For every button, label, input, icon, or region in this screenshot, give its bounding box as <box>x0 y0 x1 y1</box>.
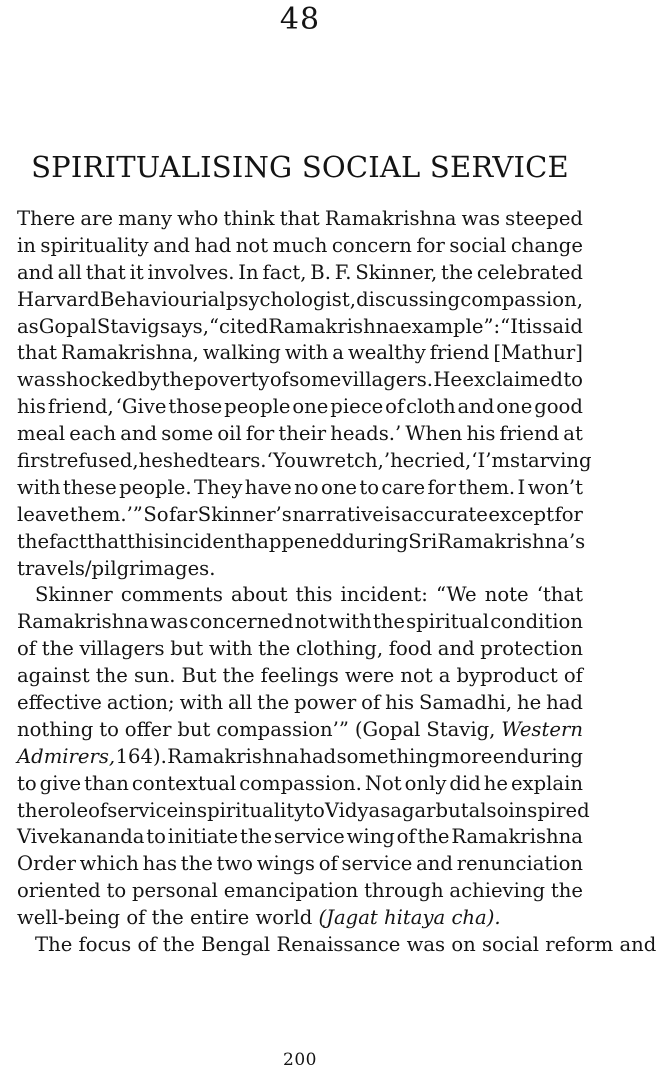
text-line: as Gopal Stavig says, “cited Ramakrishna example”: “It is said <box>17 314 583 338</box>
text-line: oriented to personal emancipation through achieving the <box>17 879 583 903</box>
text-line: in spirituality and had not much concern for social change <box>17 233 583 257</box>
text-line: his friend, ‘Give those people one piece of cloth and one good <box>17 395 583 419</box>
text-line: the role of service in spirituality to Vidyasagar but also inspired <box>17 798 590 822</box>
text-line: Harvard Behaviourial psychologist, discussing compassion, <box>17 287 583 311</box>
text-line: was shocked by the poverty of some villagers. He exclaimed to <box>17 368 583 392</box>
text-line: Skinner comments about this incident: “We note ‘that <box>35 583 583 607</box>
text-line: first refused, he shed tears. ‘You wretch,’ he cried, ‘I’m starving <box>17 449 592 473</box>
text-line: Ramakrishna was concerned not with the spiritual condition <box>17 610 583 634</box>
text-line: the fact that this incident happened during Sri Ramakrishna’s <box>17 529 586 553</box>
text-line: and all that it involves. In fact, B. F. Skinner, the celebrated <box>17 260 583 284</box>
chapter-body-text <box>17 206 656 959</box>
text-line: with these people. They have no one to care for them. I won’t <box>17 475 583 499</box>
chapter-number: 48 <box>279 2 321 37</box>
text-line: well-being of the entire world (Jagat hitaya cha). <box>17 906 501 930</box>
text-line: There are many who think that Ramakrishna was steeped <box>17 207 583 230</box>
text-line: The focus of the Bengal Renaissance was on social reform and <box>35 933 656 957</box>
text-line: that Ramakrishna, walking with a wealthy friend [Mathur] <box>17 341 583 365</box>
text-line: to give than contextual compassion. Not only did he explain <box>17 771 583 795</box>
text-line: effective action; with all the power of his Samadhi, he had <box>17 691 583 715</box>
text-line: against the sun. But the feelings were not a byproduct of <box>17 664 583 688</box>
text-line: of the villagers but with the clothing, food and protection <box>17 637 583 661</box>
text-line: Vivekananda to initiate the service wing of the Ramakrishna <box>17 825 583 849</box>
text-line: Order which has the two wings of service and renunciation <box>17 852 583 876</box>
chapter-title: SPIRITUALISING SOCIAL SERVICE <box>31 150 569 184</box>
text-line: travels/pilgrimages. <box>17 556 216 580</box>
text-line: leave them.’” So far Skinner’s narrative is accurate except for <box>17 502 583 526</box>
text-line: Admirers, 164). Ramakrishna had something more enduring <box>17 744 583 768</box>
page-number: 200 <box>283 1050 317 1070</box>
text-line: meal each and some oil for their heads.’ When his friend at <box>17 422 583 446</box>
text-line: nothing to offer but compassion’” (Gopal Stavig, Western <box>17 717 583 741</box>
